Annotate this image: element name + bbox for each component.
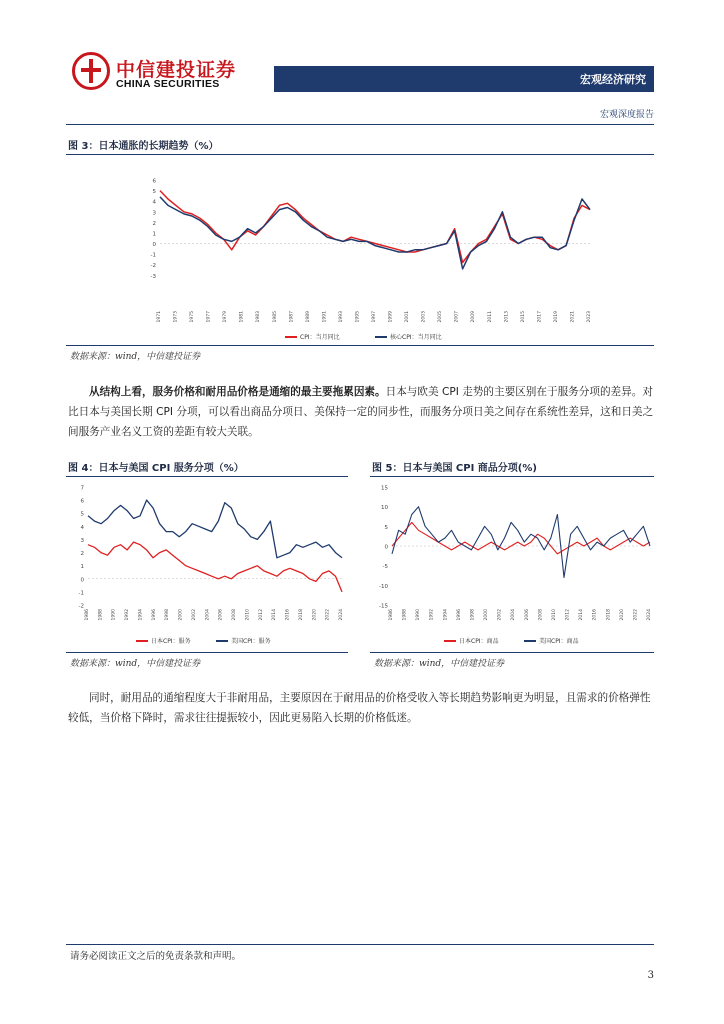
x-tick-label: 1985 [272,311,278,323]
figure4-source: 数据来源：wind，中信建投证券 [70,659,201,669]
x-tick-label: 2012 [565,609,571,621]
x-tick-label: 1992 [429,609,435,621]
x-tick-label: 2004 [205,609,211,621]
x-tick-label: 2007 [454,311,460,323]
figure3-chart [140,160,610,345]
figure5-chart [370,479,654,649]
x-tick-label: 2010 [245,609,251,621]
x-tick-label: 1991 [322,311,328,323]
x-tick-label: 1987 [289,311,295,323]
paragraph-durables-body: 同时，耐用品的通缩程度大于非耐用品，主要原因在于耐用品的价格受收入等长期趋势影响更为明显，且需求的价格弹性较低，当价格下降时，需求往往提振较小，因此更易陷入长期的价格低迷。 [68,692,651,724]
figure5-source: 数据来源：wind，中信建投证券 [374,659,505,669]
x-tick-label: 2014 [579,609,585,621]
figure4-top-rule [66,476,348,477]
company-logo [72,52,237,92]
x-tick-label: 1990 [111,609,117,621]
y-tick-label: 5 [384,524,388,531]
y-tick-label: 5 [152,189,156,196]
x-tick-label: 1989 [305,311,311,323]
series-line-0 [88,542,342,592]
x-tick-label: 2019 [553,311,559,323]
y-tick-label: 6 [152,178,156,185]
paragraph-structure-body: 日本与欧美 CPI 走势的主要区别在于服务分项的差异。对比日本与美国长期 CPI 分项，可以看出商品分项日、美保持一定的同步性，而服务分项日美之间存在系统性差异，这和日美之间服务产业名义工资的差距有较大关联。 [68,386,654,438]
x-tick-label: 2008 [538,609,544,621]
x-tick-label: 1988 [402,609,408,621]
x-tick-label: 2001 [405,311,411,323]
x-tick-label: 1977 [206,311,212,323]
series-line-0 [160,191,590,263]
x-tick-label: 2016 [592,609,598,621]
page-number: 3 [647,970,654,981]
paragraph-durables [68,688,654,728]
y-tick-label: -15 [379,603,388,610]
figure3-top-rule [66,154,654,155]
x-tick-label: 1988 [98,609,104,621]
series-line-1 [160,197,590,269]
x-tick-label: 1990 [416,609,422,621]
x-tick-label: 2013 [504,311,510,323]
logo-emblem-icon [72,52,110,90]
x-tick-label: 1993 [338,311,344,323]
y-tick-label: -2 [150,263,156,270]
x-tick-label: 1994 [443,609,449,621]
paragraph-structure-lead: 从结构上看，服务价格和耐用品价格是通缩的最主要拖累因素。 [89,386,386,398]
figure4-bottom-rule [66,652,348,653]
legend-label-0: CPI：当月同比 [300,334,340,341]
x-tick-label: 1996 [151,609,157,621]
y-tick-label: 0 [384,544,388,551]
paragraph-structure [68,382,654,442]
x-tick-label: 2014 [272,609,278,621]
y-tick-label: -10 [379,583,388,590]
x-tick-label: 1979 [223,311,229,323]
figure3-bottom-rule [66,345,654,346]
y-tick-label: 3 [80,537,84,544]
legend-label-0: 日本CPI：服务 [151,638,191,645]
x-tick-label: 2016 [285,609,291,621]
x-tick-label: 1998 [165,609,171,621]
x-tick-label: 2004 [511,609,517,621]
x-tick-label: 1997 [372,311,377,323]
x-tick-label: 1981 [239,311,245,323]
y-tick-label: 1 [80,564,84,571]
x-tick-label: 1995 [355,311,361,323]
x-tick-label: 1998 [470,609,476,621]
y-tick-label: -3 [150,273,156,280]
x-tick-label: 2018 [606,609,612,621]
y-tick-label: 4 [80,524,84,531]
x-tick-label: 2023 [587,311,592,323]
x-tick-label: 2024 [339,609,344,621]
y-tick-label: -1 [78,590,84,597]
x-tick-label: 2002 [191,609,197,621]
series-line-0 [392,522,650,554]
x-tick-label: 1994 [138,609,144,621]
x-tick-label: 1992 [125,609,131,621]
x-tick-label: 1973 [173,311,179,323]
x-tick-label: 2010 [551,609,557,621]
report-type: 宏观深度报告 [599,110,654,120]
x-tick-label: 1971 [157,311,162,323]
x-tick-label: 2015 [520,311,526,323]
x-tick-label: 2000 [178,609,184,621]
figure5-title: 图 5：日本与美国 CPI 商品分项(%) [372,463,537,474]
figure5-bottom-rule [370,652,654,653]
y-tick-label: 0 [80,577,84,584]
y-tick-label: 6 [80,498,84,505]
x-tick-label: 2011 [487,311,493,323]
y-tick-label: 1 [152,231,156,238]
logo-chinese-name: 中信建投证券 [116,59,237,81]
x-tick-label: 1996 [456,609,462,621]
x-tick-label: 2009 [471,311,477,323]
y-tick-label: 5 [80,511,84,518]
x-tick-label: 2022 [633,609,639,621]
x-tick-label: 2002 [497,609,503,621]
x-tick-label: 2008 [232,609,238,621]
legend-label-1: 美国CPI：商品 [539,638,579,645]
x-tick-label: 2006 [218,609,224,621]
y-tick-label: 0 [152,242,156,248]
figure4-title: 图 4：日本与美国 CPI 服务分项（%） [68,463,244,474]
x-tick-label: 2005 [438,311,444,323]
y-tick-label: -5 [382,564,388,571]
x-tick-label: 2020 [619,609,625,621]
x-tick-label: 2022 [325,609,331,621]
footer-divider [66,944,654,945]
section-title: 宏观经济研究 [580,73,646,86]
header-divider [66,124,654,125]
y-tick-label: 10 [381,505,388,512]
x-tick-label: 2000 [484,609,490,621]
figure4-chart [66,479,348,649]
legend-label-1: 核心CPI：当月同比 [390,334,442,341]
x-tick-label: 2017 [537,311,543,323]
x-tick-label: 1986 [389,609,394,621]
figure3-source: 数据来源：wind，中信建投证券 [70,352,201,362]
x-tick-label: 1975 [190,311,196,323]
logo-english-name: CHINA SECURITIES [116,78,220,90]
legend-label-0: 日本CPI：商品 [459,638,499,645]
figure3-title: 图 3：日本通胀的长期趋势（%） [68,141,219,152]
x-tick-label: 2003 [421,311,427,323]
y-tick-label: -1 [150,252,156,259]
x-tick-label: 2006 [524,609,530,621]
x-tick-label: 1983 [256,311,262,323]
x-tick-label: 2021 [570,311,576,323]
y-tick-label: 2 [80,551,84,558]
y-tick-label: 3 [152,210,156,217]
series-line-1 [392,507,650,578]
y-tick-label: -2 [78,603,84,610]
x-tick-label: 2024 [647,609,652,621]
figure5-top-rule [370,476,654,477]
legend-label-1: 美国CPI：服务 [231,638,271,645]
x-tick-label: 1999 [388,311,394,323]
y-tick-label: 15 [381,485,388,492]
disclaimer-note: 请务必阅读正文之后的免责条款和声明。 [70,951,242,962]
x-tick-label: 2012 [258,609,264,621]
y-tick-label: 7 [80,485,84,492]
y-tick-label: 4 [152,199,156,206]
x-tick-label: 2020 [312,609,318,621]
x-tick-label: 1986 [85,609,90,621]
y-tick-label: 2 [152,220,156,227]
section-header-bar [274,66,654,92]
x-tick-label: 2018 [298,609,304,621]
